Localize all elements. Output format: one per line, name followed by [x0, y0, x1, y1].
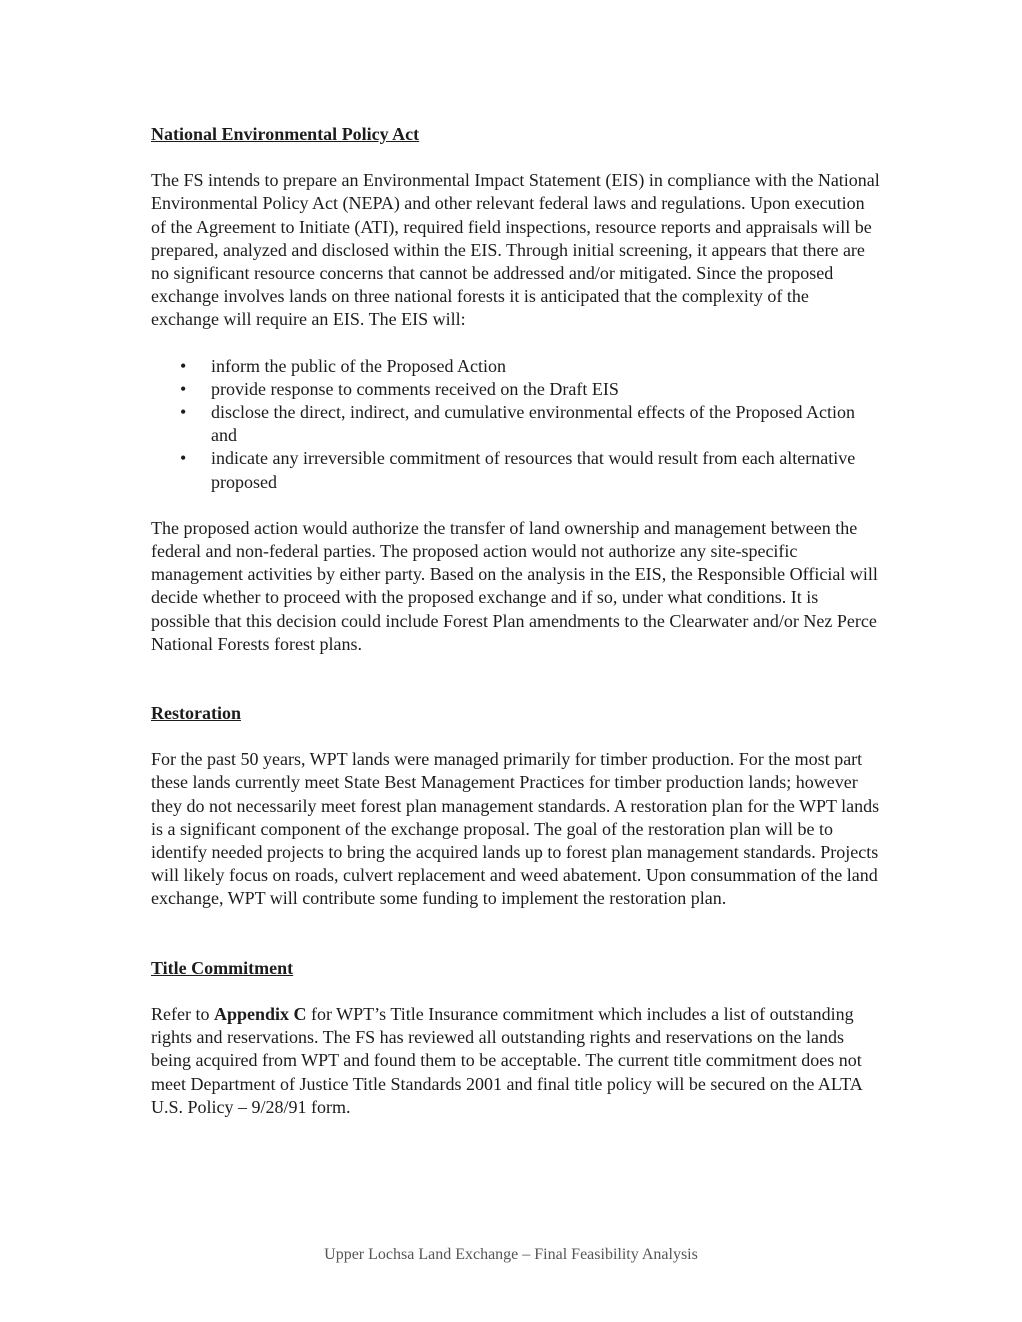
title-commitment-paragraph — [151, 1003, 881, 1119]
page-footer: Upper Lochsa Land Exchange – Final Feasibility Analysis — [324, 1246, 698, 1263]
list-item-text: inform the public of the Proposed Action — [211, 355, 506, 376]
list-item-text: provide response to comments received on the Draft EIS — [211, 378, 619, 399]
bullet-icon: • — [180, 402, 187, 423]
page-content — [151, 123, 881, 1119]
section-title-commitment — [151, 957, 881, 1119]
list-item-text: indicate any irreversible commitment of resources that would result from each alternative proposed — [211, 448, 856, 492]
bullet-icon: • — [180, 448, 187, 469]
appendix-reference: Appendix C — [213, 1003, 307, 1024]
list-item-text: disclose the direct, indirect, and cumulative environmental effects of the Proposed Action and — [211, 402, 855, 446]
nepa-intro-paragraph: The FS intends to prepare an Environmental Impact Statement (EIS) in compliance with the National Environmental Policy Act (NEPA) and other relevant federal laws and regulations. Upon execution of the Agreement to Initiate (ATI), required field inspections, resource reports and appraisals will be prepared, analyzed and disclosed within the EIS. Through initial screening, it appears that there are no significant resource concerns that cannot be addressed and/or mitigated. Since the proposed exchange involves lands on three national forests it is anticipated that the complexity of the exchange will require an EIS. The EIS will: — [151, 170, 880, 330]
section-heading-title-commitment: Title Commitment — [151, 957, 294, 978]
bullet-icon: • — [180, 378, 187, 399]
spacer — [151, 146, 881, 169]
list-item — [151, 401, 881, 447]
spacer — [151, 980, 881, 1003]
section-nepa — [151, 123, 881, 656]
spacer — [151, 725, 881, 748]
section-heading-nepa: National Environmental Policy Act — [151, 124, 420, 144]
restoration-paragraph: For the past 50 years, WPT lands were managed primarily for timber production. For the most part these lands currently meet State Best Management Practices for timber production lands; however they do not necessarily meet forest plan management standards. A restoration plan for the WPT lands is a significant component of the exchange proposal. The goal of the restoration plan will be to identify needed projects to bring the acquired lands up to forest plan management standards. Projects will likely focus on roads, culvert replacement and weed abatement. Upon consummation of the land exchange, WPT will contribute some funding to implement the restoration plan. — [151, 749, 880, 909]
eis-bullet-list — [151, 355, 881, 494]
spacer — [151, 332, 881, 355]
spacer — [151, 494, 881, 517]
nepa-closing-paragraph: The proposed action would authorize the transfer of land ownership and management between the federal and non-federal parties. The proposed action would not authorize any site-specific management activities by either party. Based on the analysis in the EIS, the Responsible Official will decide whether to proceed with the proposed exchange and if so, under what conditions. It is possible that this decision could include Forest Plan amendments to the Clearwater and/or Nez Perce National Forests forest plans. — [151, 517, 878, 654]
title-commitment-text-before: Refer to — [151, 1003, 214, 1024]
bullet-icon: • — [180, 355, 187, 376]
spacer — [151, 656, 881, 702]
list-item — [151, 447, 881, 493]
title-commitment-text-after: for WPT’s Title Insurance commitment which includes a list of outstanding rights and reservations. The FS has reviewed all outstanding rights and reservations on the lands being acquired from WPT and found them to be acceptable. The current title commitment does not meet Department of Justice Title Standards 2001 and final title policy will be secured on the ALTA U.S. Policy – 9/28/91 form. — [151, 1003, 862, 1117]
section-restoration — [151, 702, 881, 911]
spacer — [151, 911, 881, 957]
list-item — [151, 355, 881, 378]
list-item — [151, 378, 881, 401]
section-heading-restoration: Restoration — [151, 703, 241, 724]
